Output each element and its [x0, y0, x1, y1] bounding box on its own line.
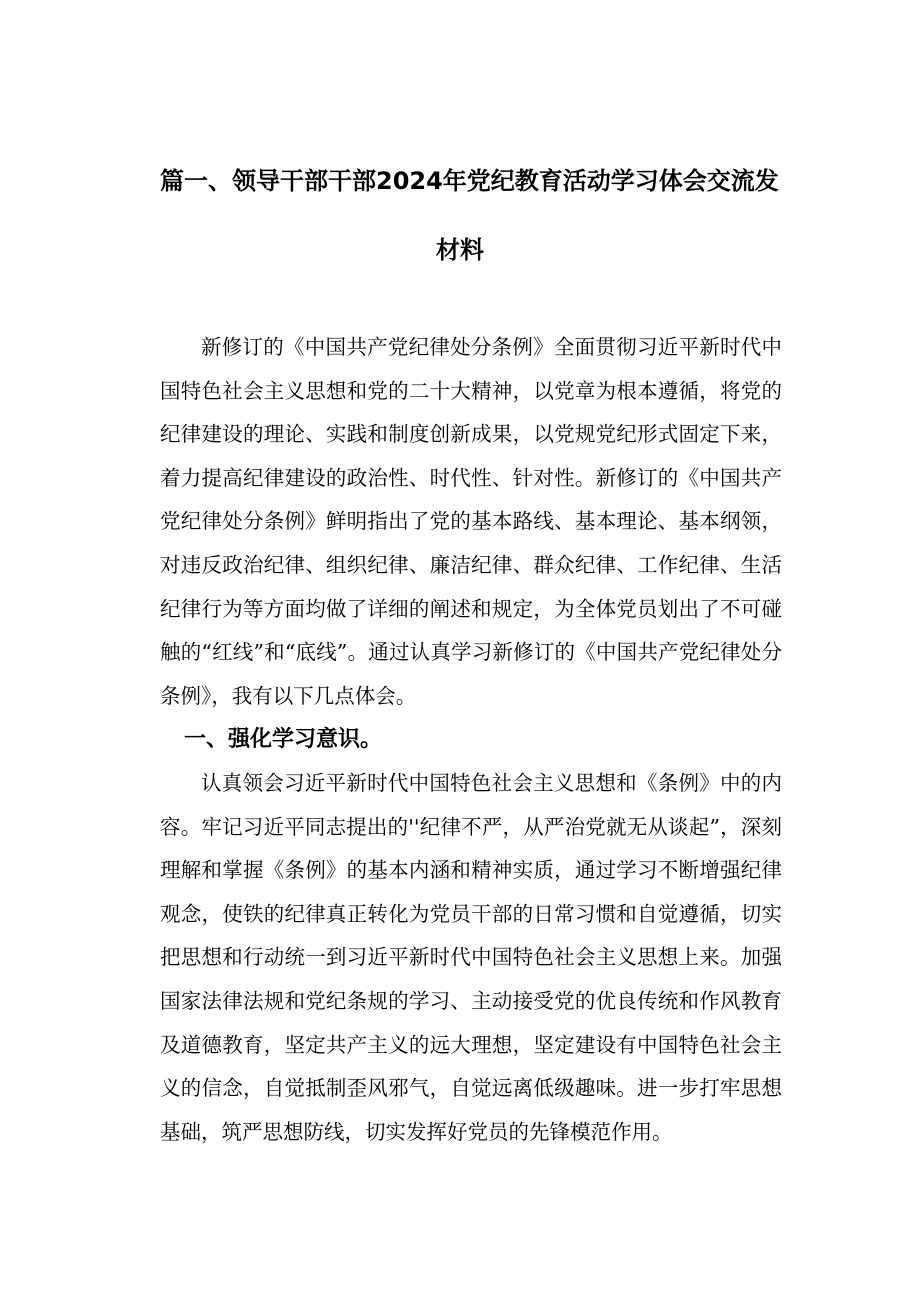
body-paragraph-intro: 新修订的《中国共产党纪律处分条例》全面贯彻习近平新时代中国特色社会主义思想和党的二十大精神，以党章为根本遵循，将党的纪律建设的理论、实践和制度创新成果，以党规党纪形式固定下来，着力提高纪律建设的政治性、时代性、针对性。新修订的《中国共产党纪律处分条例》鲜明指出了党的基本路线、基本理论、基本纲领，对违反政治纪律、组织纪律、廉洁纪律、群众纪律、工作纪律、生活纪律行为等方面均做了详细的阐述和规定，为全体党员划出了不可碰触的“红线”和“底线”。通过认真学习新修订的《中国共产党纪律处分条例》，我有以下几点体会。 — [160, 335, 782, 708]
document-title-line-2: 材料 — [436, 236, 484, 264]
section-heading-1: 一、强化学习意识。 — [184, 727, 383, 752]
body-paragraph-section-1: 认真领会习近平新时代中国特色社会主义思想和《条例》中的内容。牢记习近平同志提出的''纪律不严，从严治党就无从谈起”，深刻理解和掌握《条例》的基本内涵和精神实质，通过学习不断增强纪律观念，使铁的纪律真正转化为党员干部的日常习惯和自觉遵循，切实把思想和行动统一到习近平新时代中国特色社会主义思想上来。加强国家法律法规和党纪条规的学习、主动接受党的优良传统和作风教育及道德教育，坚定共产主义的远大理想，坚定建设有中国特色社会主义的信念，自觉抵制歪风邪气，自觉远离低级趣味。进一步打牢思想基础，筑严思想防线，切实发挥好党员的先锋模范作用。 — [160, 771, 782, 1144]
document-title-line-1: 篇一、领导干部干部2024年党纪教育活动学习体会交流发 — [160, 167, 779, 195]
